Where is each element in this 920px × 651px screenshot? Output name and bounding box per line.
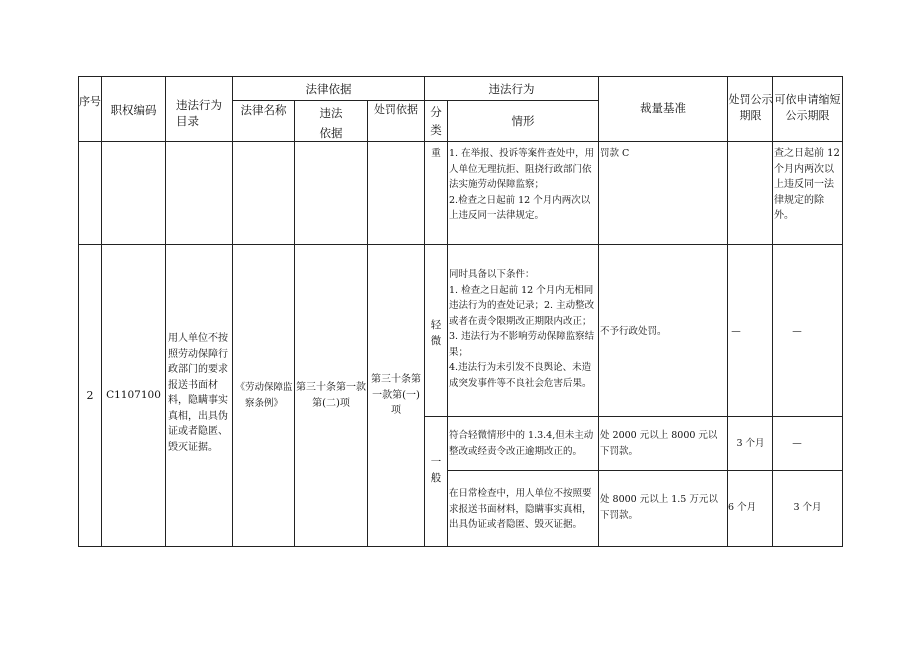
row-penalty-basis: 第三十条第一款第(一)项 (371, 374, 421, 416)
header-discretion: 裁量基准 (640, 101, 686, 115)
header-code: 职权编码 (110, 103, 157, 117)
header-law-name: 法律名称 (240, 103, 287, 117)
col-divider-1 (101, 76, 102, 547)
general-row-1-situation: 符合轻微情形中的 1.3.4,但未主动整改或经责令改正逾期改正的。 (449, 430, 594, 457)
light-publicity-period: — (731, 326, 741, 337)
table-border-bottom (78, 546, 843, 547)
light-situation: 同时具备以下条件： 1. 检查之日起前 12 个月内无相同违法行为的查处记录；2. 主动整改或者在责令限期改正期限内改正； 3. 违法行为不影响劳动保障监察结果； 4.违法行为未引发不良舆论、未造成突发事件等不良社会危害后果。 (449, 269, 595, 389)
header-category: 分 类 (430, 105, 442, 137)
general-row-2-situation: 在日常检查中，用人单位不按照要求报送书面材料，隐瞒事实真相，出具伪证或者隐匿、毁灭证据。 (449, 488, 592, 530)
light-general-divider (424, 416, 843, 417)
row-law-name: 《劳动保障监察条例》 (235, 382, 293, 409)
col-divider-10 (772, 76, 773, 547)
row-divider (78, 244, 843, 245)
header-shorten-period: 可依申请缩短 公示期限 (774, 93, 841, 122)
light-shorten-period: — (792, 326, 802, 337)
general-row-2-publicity-period: 6 个月 (728, 502, 757, 513)
top-row-category: 重 (431, 148, 441, 159)
row-code: C1107100 (106, 389, 161, 401)
header-publicity-period: 处罚公示 期限 (728, 93, 773, 122)
header-seq: 序号 (79, 95, 101, 108)
row-violation-basis: 第三十条第一款第(二)项 (296, 382, 366, 409)
light-category: 轻 微 (430, 319, 442, 347)
col-divider-3 (232, 76, 233, 547)
row-seq: 2 (86, 389, 94, 402)
general-category: 一 般 (430, 456, 442, 484)
top-row-shorten-period: 查之日起前 12 个月内两次以上违反同一法律规定的除外。 (774, 148, 840, 221)
general-row-2-discretion: 处 8000 元以上 1.5 万元以下罚款。 (600, 494, 718, 521)
general-row-1-discretion: 处 2000 元以上 8000 元以下罚款。 (600, 430, 718, 457)
header-divider-bottom (78, 141, 843, 142)
col-divider-5 (367, 100, 368, 547)
table-border-right (842, 76, 843, 547)
header-violation: 违法行为 (488, 81, 535, 96)
general-row-1-shorten-period: — (792, 438, 802, 449)
col-divider-2 (165, 76, 166, 547)
top-row-discretion: 罚款 C (600, 148, 630, 159)
header-situation: 情形 (511, 114, 535, 128)
header-catalog: 违法行为 目录 (176, 98, 222, 128)
row-catalog: 用人单位不按照劳动保障行政部门的要求报送书面材料，隐瞒事实真相，出具伪证或者隐匿、毁灭证据。 (168, 333, 228, 453)
col-divider-8 (598, 76, 599, 547)
col-divider-9 (727, 76, 728, 547)
col-divider-4 (294, 100, 295, 547)
table-border-left (78, 76, 79, 547)
header-penalty-basis: 处罚依据 (374, 103, 418, 116)
col-divider-7 (447, 100, 448, 547)
general-rows-divider (447, 470, 843, 471)
general-row-2-shorten-period: 3 个月 (793, 502, 822, 513)
general-row-1-publicity-period: 3 个月 (736, 438, 765, 449)
top-row-situation: 1. 在举报、投诉等案件查处中，用人单位无理抗拒、阻挠行政部门依法实施劳动保障监察； 2.检查之日起前 12 个月内两次以上违反同一法律规定。 (449, 148, 595, 221)
header-legal-basis: 法律依据 (305, 81, 352, 96)
light-discretion: 不予行政处罚。 (600, 326, 667, 337)
header-violation-basis: 违法 依据 (319, 105, 343, 140)
